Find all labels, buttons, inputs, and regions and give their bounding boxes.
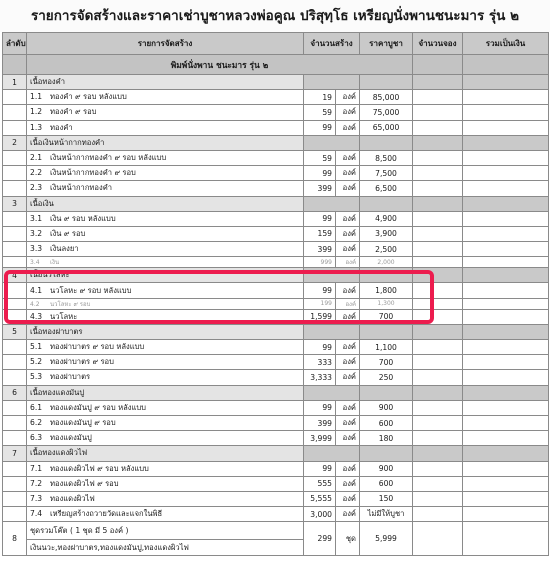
item-qty: 99	[304, 211, 336, 226]
item-label: ทองฝาบาตร ๙ รอบ หลังแบบ	[50, 342, 145, 352]
category-qty-blank	[304, 268, 360, 283]
category-total-blank	[463, 75, 549, 90]
table-row	[3, 226, 549, 241]
item-code: 1.1	[30, 92, 43, 102]
table-row	[3, 211, 549, 226]
category-total-blank	[463, 135, 549, 150]
item-price: 2,000	[360, 257, 413, 268]
header-total: รวมเป็นเงิน	[463, 33, 549, 55]
table-row	[3, 120, 549, 135]
item-label: นวโลหะ ๙ รอบ หลังแบบ	[50, 285, 132, 295]
item-price: 1,100	[360, 340, 413, 355]
category-price-blank	[360, 385, 413, 400]
row-no-blank	[3, 309, 27, 324]
item-name	[27, 166, 304, 181]
item-unit: องค์	[336, 150, 360, 165]
table-row	[3, 355, 549, 370]
item-label: เงิน ๙ รอบ หลังแบบ	[50, 213, 116, 223]
item-reserve	[413, 211, 463, 226]
item-qty: 19	[304, 90, 336, 105]
item-unit: องค์	[336, 355, 360, 370]
table-row	[3, 415, 549, 430]
category-total-blank	[463, 385, 549, 400]
item-name	[27, 257, 304, 268]
item-reserve	[413, 166, 463, 181]
bundle-qty: 299	[304, 522, 336, 556]
table-row	[3, 283, 549, 298]
item-price: 2,500	[360, 242, 413, 257]
item-code: 4.1	[30, 285, 43, 295]
table-row	[3, 150, 549, 165]
table-row	[3, 340, 549, 355]
item-reserve	[413, 181, 463, 196]
item-unit: องค์	[336, 166, 360, 181]
category-total-blank	[463, 446, 549, 461]
item-qty: 1,599	[304, 309, 336, 324]
category-price-blank	[360, 268, 413, 283]
item-price: 250	[360, 370, 413, 385]
item-code: 4.2	[30, 300, 40, 308]
row-no-blank	[3, 491, 27, 506]
bundle-price: 5,999	[360, 522, 413, 556]
bundle-total	[463, 522, 549, 556]
item-label: เงิน ๙ รอบ	[50, 228, 86, 238]
category-no: 7	[3, 446, 27, 461]
item-qty: 99	[304, 166, 336, 181]
header-row	[3, 33, 549, 55]
table-row	[3, 461, 549, 476]
category-name: เนื้อเงิน	[27, 196, 304, 211]
category-name: เนื้อทองคำ	[27, 75, 304, 90]
item-name	[27, 507, 304, 522]
item-reserve	[413, 370, 463, 385]
item-reserve	[413, 431, 463, 446]
item-unit: องค์	[336, 242, 360, 257]
category-row	[3, 446, 549, 461]
item-qty: 3,333	[304, 370, 336, 385]
item-label: ทองแดงมันปู ๙ รอบ หลังแบบ	[50, 402, 146, 412]
item-reserve	[413, 400, 463, 415]
item-price: 700	[360, 355, 413, 370]
item-reserve	[413, 298, 463, 309]
item-code: 2.2	[30, 168, 43, 178]
table-row	[3, 491, 549, 506]
item-total	[463, 211, 549, 226]
bundle-line2: เงินนวะ,ทองฝาบาตร,ทองแดงมันปู,ทองแดงผิวไฟ	[27, 540, 304, 556]
item-code: 7.3	[30, 493, 43, 503]
category-qty-blank	[304, 385, 360, 400]
item-code: 5.2	[30, 357, 43, 367]
row-no-blank	[3, 105, 27, 120]
item-unit: องค์	[336, 340, 360, 355]
item-code: 3.4	[30, 259, 40, 267]
item-label: เงินลงยา	[50, 244, 79, 254]
category-row	[3, 75, 549, 90]
row-no-blank	[3, 211, 27, 226]
item-reserve	[413, 491, 463, 506]
item-qty: 99	[304, 340, 336, 355]
category-price-blank	[360, 75, 413, 90]
item-unit: องค์	[336, 415, 360, 430]
item-total	[463, 461, 549, 476]
category-name: เนื้อเงินหน้ากากทองคำ	[27, 135, 304, 150]
row-no-blank	[3, 415, 27, 430]
subtitle-row	[3, 55, 549, 75]
category-qty-blank	[304, 196, 360, 211]
row-no-blank	[3, 90, 27, 105]
table-row	[3, 181, 549, 196]
category-row	[3, 385, 549, 400]
row-no-blank	[3, 257, 27, 268]
item-reserve	[413, 476, 463, 491]
item-unit: องค์	[336, 476, 360, 491]
item-qty: 5,555	[304, 491, 336, 506]
item-total	[463, 370, 549, 385]
item-total	[463, 298, 549, 309]
table-row	[3, 476, 549, 491]
row-no-blank	[3, 431, 27, 446]
item-qty: 99	[304, 283, 336, 298]
item-reserve	[413, 120, 463, 135]
item-total	[463, 340, 549, 355]
item-price: 4,900	[360, 211, 413, 226]
item-price: 150	[360, 491, 413, 506]
category-row	[3, 268, 549, 283]
item-name	[27, 150, 304, 165]
item-unit: องค์	[336, 181, 360, 196]
bundle-row	[3, 522, 549, 540]
item-price: 3,900	[360, 226, 413, 241]
item-name	[27, 355, 304, 370]
item-qty: 399	[304, 242, 336, 257]
item-unit: องค์	[336, 507, 360, 522]
item-reserve	[413, 257, 463, 268]
item-total	[463, 355, 549, 370]
category-row	[3, 324, 549, 339]
row-no-blank	[3, 476, 27, 491]
item-code: 2.1	[30, 153, 43, 163]
item-unit: องค์	[336, 370, 360, 385]
item-unit: องค์	[336, 257, 360, 268]
item-total	[463, 120, 549, 135]
item-total	[463, 226, 549, 241]
item-qty: 99	[304, 120, 336, 135]
item-code: 7.1	[30, 463, 43, 473]
header-no: ลำดับ	[3, 33, 27, 55]
item-total	[463, 309, 549, 324]
category-name: เนื้อทองแดงมันปู	[27, 385, 304, 400]
item-unit: องค์	[336, 400, 360, 415]
item-qty: 59	[304, 150, 336, 165]
item-price: 600	[360, 476, 413, 491]
item-code: 4.3	[30, 311, 43, 321]
table-row	[3, 400, 549, 415]
table-row	[3, 166, 549, 181]
item-total	[463, 491, 549, 506]
table-row	[3, 370, 549, 385]
row-no-blank	[3, 461, 27, 476]
item-unit: องค์	[336, 211, 360, 226]
item-label: เหรียญสร้างถวายวัดและแจกในพิธี	[50, 509, 163, 519]
table-row	[3, 105, 549, 120]
table-row	[3, 90, 549, 105]
row-no-blank	[3, 340, 27, 355]
category-row	[3, 196, 549, 211]
category-reserve-blank	[413, 196, 463, 211]
item-reserve	[413, 242, 463, 257]
item-price: 6,500	[360, 181, 413, 196]
item-price: 7,500	[360, 166, 413, 181]
category-total-blank	[463, 324, 549, 339]
item-name	[27, 476, 304, 491]
category-reserve-blank	[413, 75, 463, 90]
item-code: 1.2	[30, 107, 43, 117]
item-name	[27, 120, 304, 135]
item-qty: 159	[304, 226, 336, 241]
category-name: เนื้อทองฝาบาตร	[27, 324, 304, 339]
item-name	[27, 400, 304, 415]
item-qty: 399	[304, 415, 336, 430]
item-label: เงินหน้ากากทองคำ ๙ รอบ	[50, 168, 136, 178]
item-reserve	[413, 507, 463, 522]
page-title: รายการจัดสร้างและราคาเช่าบูชาหลวงพ่อคูณ ปริสุทฺโธ เหรียญนั่งพานชนะมาร รุ่น ๒	[0, 0, 550, 32]
item-total	[463, 507, 549, 522]
category-price-blank	[360, 196, 413, 211]
item-unit: องค์	[336, 120, 360, 135]
item-unit: องค์	[336, 298, 360, 309]
item-label: ทองคำ	[50, 122, 73, 132]
item-price: 180	[360, 431, 413, 446]
row-no-blank	[3, 181, 27, 196]
category-total-blank	[463, 196, 549, 211]
item-name	[27, 211, 304, 226]
category-no: 4	[3, 268, 27, 283]
item-reserve	[413, 226, 463, 241]
item-label: ทองแดงผิวไฟ ๙ รอบ หลังแบบ	[50, 463, 149, 473]
item-reserve	[413, 283, 463, 298]
item-unit: องค์	[336, 105, 360, 120]
item-name	[27, 415, 304, 430]
item-price: 700	[360, 309, 413, 324]
item-total	[463, 431, 549, 446]
category-no: 1	[3, 75, 27, 90]
item-reserve	[413, 309, 463, 324]
item-total	[463, 476, 549, 491]
item-total	[463, 90, 549, 105]
item-code: 2.3	[30, 183, 43, 193]
row-no-blank	[3, 283, 27, 298]
item-reserve	[413, 355, 463, 370]
item-label: ทองแดงผิวไฟ	[50, 493, 95, 503]
item-unit: องค์	[336, 283, 360, 298]
item-label: นวโลหะ	[50, 311, 78, 321]
item-code: 6.3	[30, 433, 43, 443]
category-no: 3	[3, 196, 27, 211]
item-label: ทองแดงมันปู	[50, 433, 92, 443]
item-code: 3.1	[30, 213, 43, 223]
row-no-blank	[3, 298, 27, 309]
item-label: ทองฝาบาตร	[50, 372, 91, 382]
category-reserve-blank	[413, 385, 463, 400]
category-price-blank	[360, 135, 413, 150]
row-no-blank	[3, 226, 27, 241]
item-price: 1,300	[360, 298, 413, 309]
item-label: ทองคำ ๙ รอบ หลังแบบ	[50, 92, 127, 102]
header-qty: จำนวนสร้าง	[304, 33, 360, 55]
item-total	[463, 283, 549, 298]
bundle-unit: ชุด	[336, 522, 360, 556]
item-qty: 399	[304, 181, 336, 196]
table-row	[3, 298, 549, 309]
row-no-blank	[3, 166, 27, 181]
item-unit: องค์	[336, 491, 360, 506]
item-label: เงินหน้ากากทองคำ	[50, 183, 113, 193]
item-total	[463, 150, 549, 165]
item-price: 8,500	[360, 150, 413, 165]
header-price: ราคาบูชา	[360, 33, 413, 55]
item-name	[27, 283, 304, 298]
item-name	[27, 105, 304, 120]
item-total	[463, 105, 549, 120]
category-qty-blank	[304, 75, 360, 90]
item-reserve	[413, 90, 463, 105]
category-row	[3, 135, 549, 150]
item-code: 5.1	[30, 342, 43, 352]
item-reserve	[413, 150, 463, 165]
row-no-blank	[3, 150, 27, 165]
item-name	[27, 431, 304, 446]
item-code: 7.4	[30, 509, 43, 519]
item-qty: 99	[304, 461, 336, 476]
item-label: นวโลหะ ๙ รอบ	[50, 300, 91, 308]
category-no: 5	[3, 324, 27, 339]
item-name	[27, 491, 304, 506]
item-code: 1.3	[30, 122, 43, 132]
item-name	[27, 461, 304, 476]
item-price: 1,800	[360, 283, 413, 298]
item-price: ไม่มีให้บูชา	[360, 507, 413, 522]
item-code: 3.2	[30, 228, 43, 238]
category-total-blank	[463, 268, 549, 283]
item-unit: องค์	[336, 309, 360, 324]
item-total	[463, 181, 549, 196]
item-qty: 99	[304, 400, 336, 415]
item-code: 7.2	[30, 478, 43, 488]
category-price-blank	[360, 324, 413, 339]
item-name	[27, 90, 304, 105]
subtitle-text: พิมพ์นั่งพาน ชนะมาร รุ่น ๒	[27, 55, 413, 75]
row-no-blank	[3, 355, 27, 370]
table-row	[3, 257, 549, 268]
row-no-blank	[3, 370, 27, 385]
item-unit: องค์	[336, 226, 360, 241]
category-reserve-blank	[413, 135, 463, 150]
item-code: 6.1	[30, 402, 43, 412]
category-qty-blank	[304, 135, 360, 150]
item-reserve	[413, 461, 463, 476]
category-reserve-blank	[413, 268, 463, 283]
item-label: ทองแดงผิวไฟ ๙ รอบ	[50, 478, 119, 488]
item-name	[27, 242, 304, 257]
item-label: เงินหน้ากากทองคำ ๙ รอบ หลังแบบ	[50, 153, 167, 163]
item-name	[27, 298, 304, 309]
item-label: ทองฝาบาตร ๙ รอบ	[50, 357, 114, 367]
category-reserve-blank	[413, 446, 463, 461]
category-no: 2	[3, 135, 27, 150]
table-row	[3, 507, 549, 522]
item-price: 900	[360, 461, 413, 476]
item-qty: 3,000	[304, 507, 336, 522]
item-price: 65,000	[360, 120, 413, 135]
item-name	[27, 226, 304, 241]
category-qty-blank	[304, 446, 360, 461]
item-qty: 199	[304, 298, 336, 309]
category-price-blank	[360, 446, 413, 461]
item-qty: 3,999	[304, 431, 336, 446]
item-qty: 555	[304, 476, 336, 491]
item-unit: องค์	[336, 90, 360, 105]
item-name	[27, 309, 304, 324]
category-no: 6	[3, 385, 27, 400]
item-qty: 59	[304, 105, 336, 120]
category-name: เนื้อนวโลหะ	[27, 268, 304, 283]
bundle-line1: ชุดรวมโค๊ต ( 1 ชุด มี 5 องค์ )	[27, 522, 304, 540]
item-name	[27, 370, 304, 385]
item-total	[463, 400, 549, 415]
item-code: 5.3	[30, 372, 43, 382]
price-table	[2, 32, 549, 556]
header-item: รายการจัดสร้าง	[27, 33, 304, 55]
item-label: เงิน	[50, 259, 60, 267]
bundle-no: 8	[3, 522, 27, 556]
item-total	[463, 242, 549, 257]
row-no-blank	[3, 507, 27, 522]
table-row	[3, 309, 549, 324]
table-row	[3, 242, 549, 257]
item-unit: องค์	[336, 431, 360, 446]
item-name	[27, 340, 304, 355]
item-price: 75,000	[360, 105, 413, 120]
category-qty-blank	[304, 324, 360, 339]
header-reserve: จำนวนจอง	[413, 33, 463, 55]
category-name: เนื้อทองแดงผิวไฟ	[27, 446, 304, 461]
item-code: 6.2	[30, 418, 43, 428]
table-row	[3, 431, 549, 446]
item-code: 3.3	[30, 244, 43, 254]
item-total	[463, 166, 549, 181]
item-price: 900	[360, 400, 413, 415]
item-reserve	[413, 415, 463, 430]
item-total	[463, 415, 549, 430]
item-label: ทองแดงมันปู ๙ รอบ	[50, 418, 116, 428]
item-qty: 999	[304, 257, 336, 268]
bundle-reserve	[413, 522, 463, 556]
row-no-blank	[3, 400, 27, 415]
item-name	[27, 181, 304, 196]
row-no-blank	[3, 242, 27, 257]
row-no-blank	[3, 120, 27, 135]
item-unit: องค์	[336, 461, 360, 476]
item-price: 600	[360, 415, 413, 430]
item-total	[463, 257, 549, 268]
item-reserve	[413, 340, 463, 355]
item-qty: 333	[304, 355, 336, 370]
item-label: ทองคำ ๙ รอบ	[50, 107, 97, 117]
item-price: 85,000	[360, 90, 413, 105]
category-reserve-blank	[413, 324, 463, 339]
item-reserve	[413, 105, 463, 120]
